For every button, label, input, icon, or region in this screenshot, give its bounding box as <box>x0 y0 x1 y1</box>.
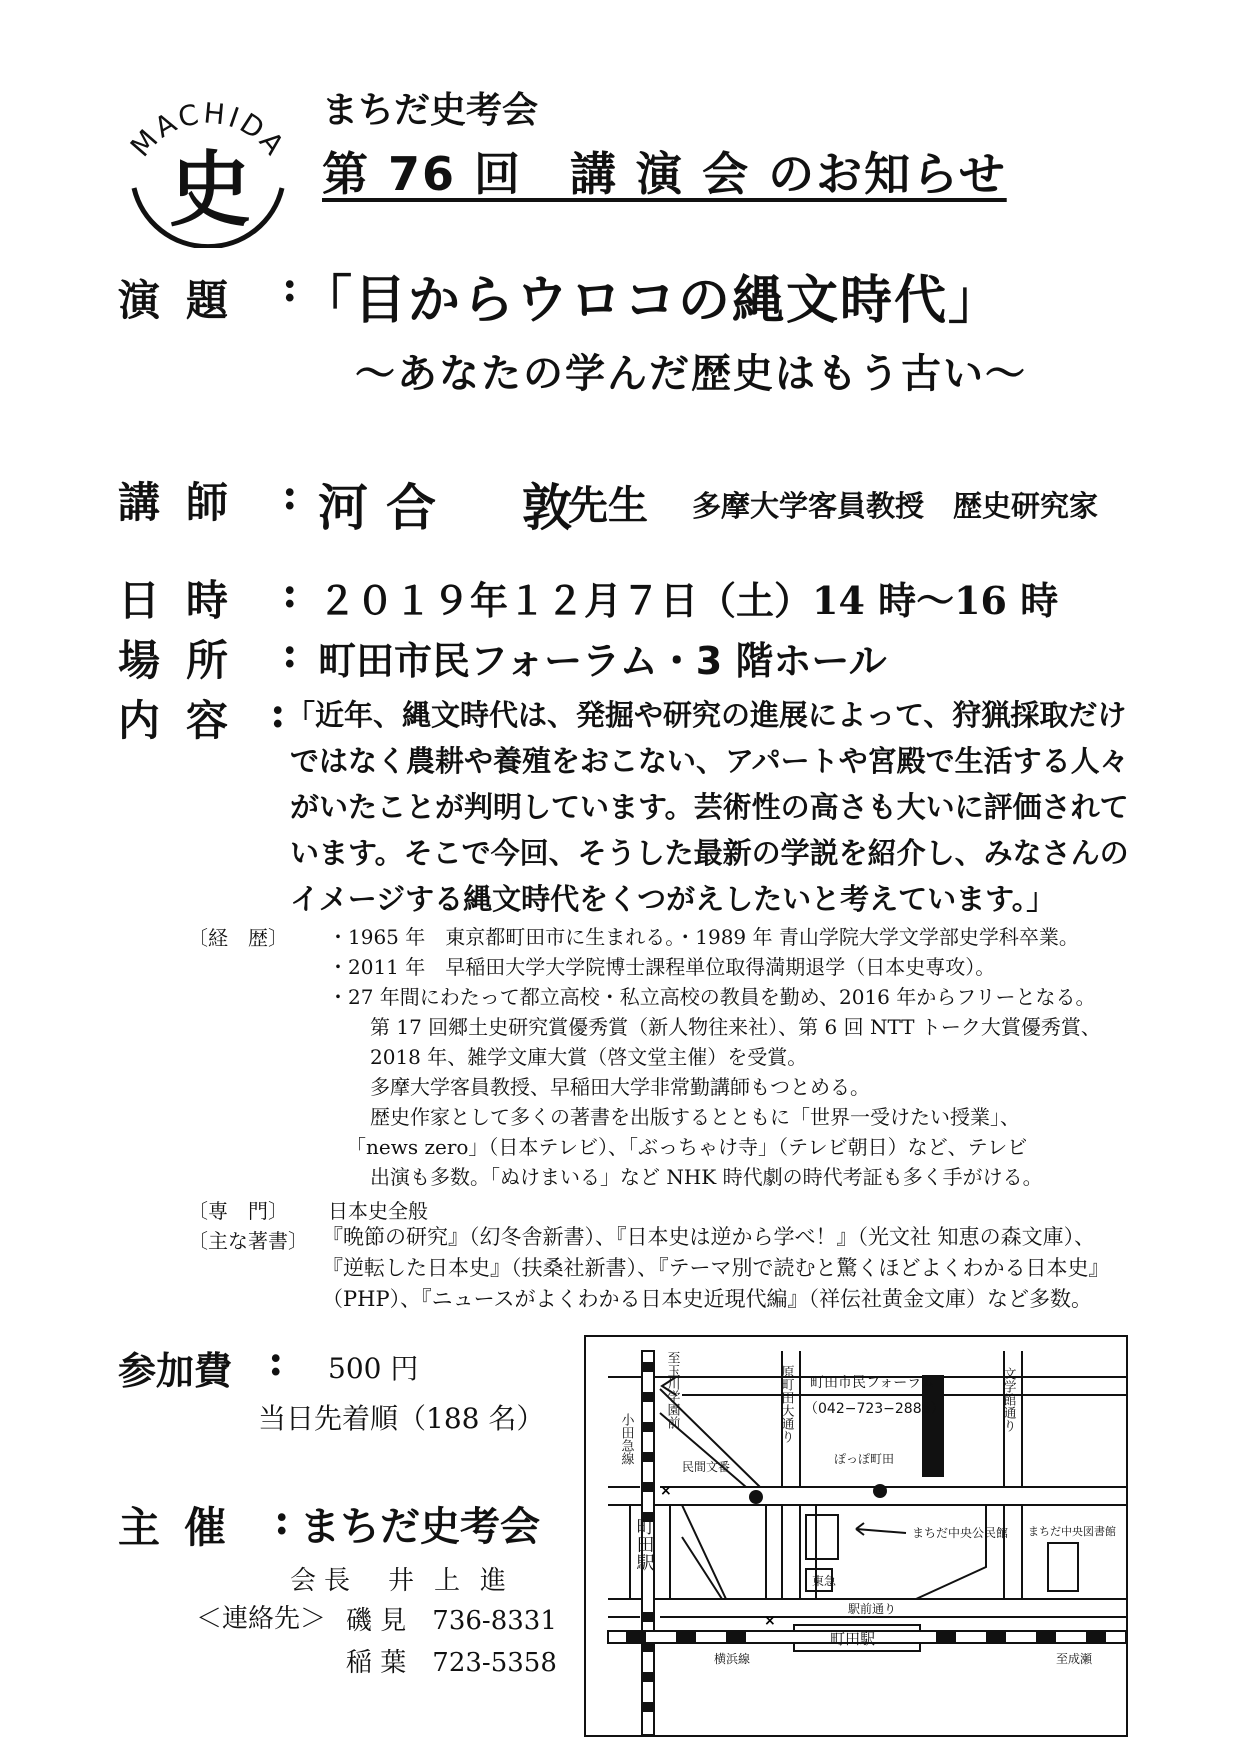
lecturer-colon: : <box>282 470 298 519</box>
page-title: 第 76 回 講 演 会 のお知らせ <box>322 147 1007 201</box>
map-label-yokohama: 横浜線 <box>714 1652 751 1666</box>
logo-arc-text: MACHIDA <box>123 96 293 164</box>
svg-text:×: × <box>660 1483 672 1499</box>
bio-line: ・27 年間にわたって都立高校・私立高校の教員を勤め、2016 年からフリーとなる。 <box>328 985 1096 1009</box>
lecturer-name: 河合 敦 <box>318 479 590 537</box>
datetime-label: 日時 <box>118 576 255 625</box>
specialty-value: 日本史全般 <box>328 1199 428 1223</box>
content-line: 「近年、縄文時代は、発掘や研究の進展によって、狩猟採取だけ <box>286 698 1127 732</box>
venue-label: 場所 <box>118 636 255 685</box>
content-colon: : <box>270 688 286 737</box>
lecturer-honorific: 先生 <box>568 483 648 529</box>
fee-colon: : <box>268 1336 284 1385</box>
map-label-gakuen: 至玉川学園前 <box>664 1351 680 1429</box>
contact-2 <box>346 1642 557 1679</box>
map-label-bunkakan: 文学館通り <box>1000 1367 1016 1432</box>
fee-note: 当日先着順（188 名） <box>258 1402 545 1435</box>
map-label-ekimae: 駅前通り <box>848 1602 897 1616</box>
map-label-tokyu: 東急 <box>812 1574 837 1588</box>
map-label-kominkan: まちだ中央公民館 <box>912 1526 1009 1540</box>
contact-1 <box>346 1600 557 1637</box>
contact-label: ＜連絡先＞ <box>196 1604 327 1634</box>
books-line: 『晩節の研究』（幻冬舎新書）、『日本史は逆から学べ！』（光文社 知恵の森文庫）、 <box>322 1225 1096 1249</box>
fee-value: 500 円 <box>328 1352 419 1385</box>
content-line: ではなく農耕や養殖をおこない、アパートや宮殿で生活する人々 <box>290 744 1129 778</box>
content-line: がいたことが判明しています。芸術性の高さも大いに評価されて <box>290 790 1129 824</box>
president-name: 井上進 <box>388 1566 527 1596</box>
bio-line: 多摩大学客員教授、早稲田大学非常勤講師もつとめる。 <box>370 1075 870 1099</box>
map-label-forum-tel: （042−723−2888） <box>804 1401 945 1417</box>
bio-line: ・2011 年 早稲田大学大学院博士課程単位取得満期退学（日本史専攻）。 <box>328 955 996 979</box>
machida-logo <box>118 68 298 248</box>
logo-kanji: 史 <box>168 143 252 238</box>
lecturer-affiliation: 多摩大学客員教授 歴史研究家 <box>692 489 1099 523</box>
bio-line: 出演も多数。「ぬけまいる」など NHK 時代劇の時代考証も多く手がける。 <box>370 1165 1043 1189</box>
content-body <box>286 692 1150 922</box>
org-name: まちだ史考会 <box>322 90 539 131</box>
datetime-colon: : <box>282 568 298 617</box>
bio-line: ・1965 年 東京都町田市に生まれる。・1989 年 青山学院大学文学部史学科卒業。 <box>328 925 1079 949</box>
bio-label: 〔経 歴〕 <box>188 926 288 950</box>
map-label-hachioji: 至成瀬 <box>1056 1652 1093 1666</box>
map-label-odakyu: 小田急線 <box>618 1413 634 1465</box>
venue-colon: : <box>282 628 298 677</box>
specialty-label: 〔専 門〕 <box>188 1199 288 1223</box>
venue-value: 町田市民フォーラム・3 階ホール <box>318 639 887 683</box>
host-org: まちだ史考会 <box>300 1504 540 1550</box>
topic-subtitle: 〜あなたの学んだ歴史はもう古い〜 <box>355 351 1027 397</box>
topic-title: 「目からウロコの縄文時代」 <box>300 271 1003 331</box>
map-label-station-h: 町田駅 <box>830 1630 876 1648</box>
books-label: 〔主な著書〕 <box>188 1229 308 1253</box>
svg-text:×: × <box>764 1613 776 1629</box>
content-line: います。そこで今回、そうした最新の学説を紹介し、みなさんの <box>290 836 1129 870</box>
lecturer-label: 講師 <box>118 478 255 527</box>
president-label: 会長 <box>290 1566 359 1596</box>
access-map <box>584 1335 1128 1737</box>
topic-colon: : <box>282 262 298 311</box>
map-label-station-v: 町田駅 <box>633 1517 655 1571</box>
content-label: 内容 <box>118 696 255 745</box>
contact-phone: 736-8331 <box>432 1606 557 1636</box>
contact-phone: 723-5358 <box>432 1648 557 1678</box>
bio-line: 歴史作家として多くの著書を出版するとともに「世界一受けたい授業」、 <box>370 1105 1020 1129</box>
contact-name: 磯 見 <box>346 1606 407 1636</box>
map-label-machida-odori: 原町田大通り <box>778 1365 794 1443</box>
bio-line: 第 17 回郷土史研究賞優秀賞（新人物往来社）、第 6 回 NTT トーク大賞優秀賞、 <box>370 1015 1101 1039</box>
books-line: （PHP）、『ニュースがよくわかる日本史近現代編』（祥伝社黄金文庫）など多数。 <box>322 1287 1093 1311</box>
fee-label: 参加費 <box>118 1349 233 1393</box>
bio-line: 「news zero」（日本テレビ）、「ぶっちゃけ寺」（テレビ朝日）など、テレビ <box>346 1135 1028 1159</box>
contact-name: 稲 葉 <box>346 1648 407 1678</box>
map-label-popo: ぽっぽ町田 <box>834 1452 895 1466</box>
bio-body <box>328 922 1101 1192</box>
topic-label: 演題 <box>118 276 255 325</box>
host-colon: : <box>274 1495 290 1544</box>
map-label-minkan: 民間文番 <box>682 1460 731 1474</box>
books-line: 『逆転した日本史』（扶桑社新書）、『テーマ別で読むと驚くほどよくわかる日本史』 <box>322 1256 1110 1280</box>
host-label: 主催 <box>118 1503 251 1552</box>
books-body <box>322 1222 1110 1315</box>
content-line: イメージする縄文時代をくつがえしたいと考えています。」 <box>290 882 1056 916</box>
map-label-library: まちだ中央図書館 <box>1028 1525 1116 1538</box>
bio-line: 2018 年、雑学文庫大賞（啓文堂主催）を受賞。 <box>370 1045 808 1069</box>
map-label-forum: 町田市民フォーラム <box>810 1375 936 1391</box>
datetime-value: ２０１９年１２月７日（土）14 時〜16 時 <box>318 578 1059 623</box>
